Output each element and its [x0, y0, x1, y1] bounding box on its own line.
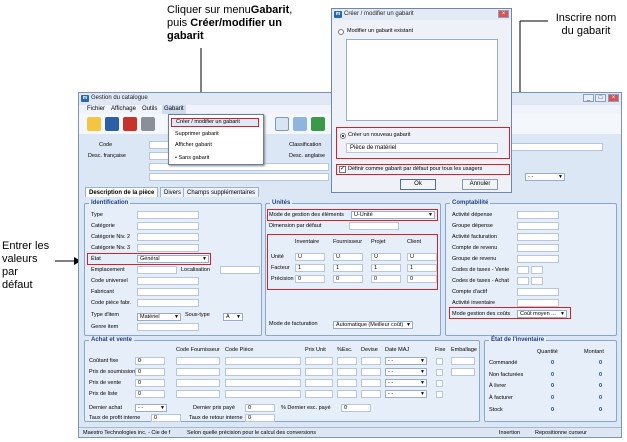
inv-livrer-qty: 0 — [551, 383, 555, 389]
modify-label: Modifier un gabarit existant — [347, 28, 414, 34]
precision-projet[interactable]: 0 — [371, 275, 401, 283]
prix-vente-label: Prix de vente — [89, 380, 122, 386]
activite-inventaire-label: Activité inventaire — [452, 300, 496, 306]
row3-esc[interactable] — [337, 379, 357, 387]
inv-livrer-label: À livrer — [489, 383, 507, 389]
row2-esc[interactable] — [337, 368, 357, 376]
desc-fr-input-3[interactable] — [149, 173, 329, 181]
status-company: Maestro Technologies inc. - Cie de f — [83, 430, 171, 436]
row4-devise[interactable] — [361, 390, 381, 398]
taux-profit-input[interactable]: 0 — [151, 414, 181, 422]
menu-affichage[interactable]: Affichage — [111, 106, 136, 112]
row4-fixe-checkbox[interactable] — [436, 391, 443, 398]
row1-date[interactable]: - - ▼ — [385, 357, 427, 365]
taxes-achat-input-2[interactable] — [531, 277, 543, 285]
activite-depense-label: Activité dépense — [452, 212, 493, 218]
existing-templates-list[interactable] — [346, 39, 498, 121]
type-label: Type — [91, 212, 103, 218]
default-checkbox[interactable]: ✓ — [340, 166, 346, 172]
row1-prix-unit[interactable] — [305, 357, 333, 365]
row4-code-piece[interactable] — [225, 390, 301, 398]
taxes-achat-label: Codes de taxes - Achat — [452, 278, 509, 284]
row2-devise[interactable] — [361, 368, 381, 376]
inventaire-title: État de l'inventaire — [491, 337, 545, 343]
taxes-vente-input-1[interactable] — [517, 266, 529, 274]
mode-couts-select[interactable]: Coût moyen ... ▼ — [517, 310, 567, 318]
inv-facturer-qty: 0 — [551, 395, 555, 401]
fabricant-label: Fabricant — [91, 289, 114, 295]
classification-label: Classification — [289, 142, 322, 148]
col-inventaire: Inventaire — [295, 239, 320, 245]
facteur-projet[interactable]: 1 — [371, 264, 401, 272]
facteur-client[interactable]: 1 — [407, 264, 437, 272]
compte-revenu-label: Compte de revenu — [452, 245, 498, 251]
row3-prix-unit[interactable] — [305, 379, 333, 387]
unites-mode-select[interactable]: U-Unité ▼ — [351, 211, 435, 219]
type-item-label: Type d'item — [91, 312, 119, 318]
col-fournisseur: Fournisseur — [333, 239, 363, 245]
facteur-fournisseur[interactable]: 1 — [333, 264, 363, 272]
emplacement-input[interactable] — [137, 266, 177, 274]
taux-retour-input[interactable]: 0 — [245, 414, 275, 422]
activite-inventaire-input[interactable] — [517, 299, 559, 307]
desc-en-label: Desc. anglaise — [289, 153, 326, 159]
dimension-label: Dimension par défaut — [269, 223, 322, 229]
fabricant-input[interactable] — [137, 288, 199, 296]
create-label: Créer un nouveau gabarit — [348, 132, 411, 138]
coutant-fixe-label: Coûtant fixe — [89, 358, 119, 364]
groupe-depense-input[interactable] — [517, 222, 559, 230]
header-select[interactable]: - - ▼ — [525, 173, 565, 181]
taxes-vente-label: Codes de taxes - Vente — [452, 267, 510, 273]
status-insertion: Insertion — [499, 430, 521, 436]
new-icon[interactable] — [87, 117, 101, 131]
gabarit-menu — [168, 114, 264, 165]
tab-champs[interactable]: Champs supplémentaires — [183, 187, 259, 197]
hdr-date-maj: Date MAJ — [385, 347, 410, 353]
hdr-esc: %Esc. — [337, 347, 353, 353]
taxes-vente-input-2[interactable] — [531, 266, 543, 274]
achat-vente-title: Achat et vente — [91, 337, 133, 343]
row1-fixe-checkbox[interactable] — [436, 358, 443, 365]
row4-code-fournisseur[interactable] — [176, 390, 220, 398]
close-button[interactable]: × — [608, 94, 619, 102]
menu-item-creer-modifier[interactable]: Créer / modifier un gabarit — [171, 118, 259, 127]
row2-code-fournisseur[interactable] — [176, 368, 220, 376]
compte-actif-input[interactable] — [517, 288, 559, 296]
row1-emballage[interactable] — [451, 357, 475, 365]
code-universel-label: Code universel — [91, 278, 128, 284]
code-label: Code — [99, 142, 113, 148]
genre-item-label: Genre item — [91, 324, 119, 330]
gabarit-dialog — [331, 8, 512, 193]
dialog-close-button[interactable]: × — [498, 10, 509, 18]
emplacement-label: Emplacement — [91, 267, 125, 273]
row3-fixe-checkbox[interactable] — [436, 380, 443, 387]
mode-couts-highlight — [449, 307, 571, 319]
classification-input[interactable] — [509, 143, 603, 151]
row2-date[interactable]: - - ▼ — [385, 368, 427, 376]
categorie3-input[interactable] — [137, 244, 199, 252]
precision-inventaire[interactable]: 0 — [295, 275, 325, 283]
activite-facturation-input[interactable] — [517, 233, 559, 241]
dernier-achat-label: Dernier achat — [89, 405, 123, 411]
precision-fournisseur[interactable]: 0 — [333, 275, 363, 283]
tab-description[interactable]: Description de la pièce — [85, 187, 158, 197]
delete-icon[interactable] — [123, 117, 137, 131]
prix-vente-input[interactable]: 0 — [135, 379, 165, 387]
unites-mode-highlight — [267, 209, 438, 221]
sous-type-label: Sous-type — [185, 312, 210, 318]
annotation-defaults: Entrer les valeurs par défaut — [2, 240, 50, 291]
activite-depense-input[interactable] — [517, 211, 559, 219]
categorie-input[interactable] — [137, 222, 199, 230]
inv-stock-label: Stock — [489, 407, 503, 413]
default-checkbox-label: Définir comme gabarit par défaut pour tous les usagers — [348, 166, 483, 172]
facturation-select[interactable]: Automatique (Meilleur coût) ▼ — [333, 321, 413, 329]
dialog-title: Créer / modifier un gabarit — [344, 11, 414, 17]
col-client: Client — [407, 239, 422, 245]
menu-gabarit[interactable]: Gabarit — [164, 106, 184, 112]
row3-devise[interactable] — [361, 379, 381, 387]
col-projet: Projet — [371, 239, 386, 245]
row4-esc[interactable] — [337, 390, 357, 398]
code-piece-fabr-input[interactable] — [137, 299, 199, 307]
unite-client[interactable]: U — [407, 253, 437, 261]
etat-highlight — [87, 253, 211, 265]
dernier-prix-label: Dernier prix payé — [193, 405, 235, 411]
print-icon[interactable] — [141, 117, 155, 131]
desc-fr-label: Desc. française — [88, 153, 126, 159]
compte-actif-label: Compte d'actif — [452, 289, 487, 295]
taxes-achat-input-1[interactable] — [517, 277, 529, 285]
menu-item-sans-gabarit[interactable]: • Sans gabarit — [175, 155, 210, 161]
groupe-revenu-input[interactable] — [517, 255, 559, 263]
row1-devise[interactable] — [361, 357, 381, 365]
compte-revenu-input[interactable] — [517, 244, 559, 252]
groupe-revenu-label: Groupe de revenu — [452, 256, 497, 262]
localisation-label: Localisation — [181, 267, 211, 273]
hdr-emballage: Emballage — [451, 347, 477, 353]
inv-nonfact-amt: 0 — [599, 372, 603, 378]
row2-emballage[interactable] — [451, 368, 475, 376]
inv-facturer-label: À facturer — [489, 395, 513, 401]
categorie2-label: Catégorie Niv. 2 — [91, 234, 131, 240]
facteur-inventaire[interactable]: 1 — [295, 264, 325, 272]
inv-commande-qty: 0 — [551, 360, 555, 366]
coutant-fixe-input[interactable]: 0 — [135, 357, 165, 365]
save-icon[interactable] — [105, 117, 119, 131]
row3-date[interactable]: - - ▼ — [385, 379, 427, 387]
hdr-code-piece: Code Pièce — [225, 347, 254, 353]
menu-item-supprimer[interactable]: Supprimer gabarit — [175, 131, 219, 137]
status-message: Selon quelle précision pour le calcul des conversions — [187, 430, 317, 436]
status-reposition: Repositionne curseur — [535, 430, 587, 436]
facteur-row-label: Facteur — [271, 265, 290, 271]
categorie-label: Catégorie — [91, 223, 115, 229]
row1-esc[interactable] — [337, 357, 357, 365]
annotation-name: Inscrire nom du gabarit — [555, 12, 617, 37]
status-bar — [79, 427, 621, 437]
inv-stock-qty: 0 — [551, 407, 555, 413]
etat-label: État — [91, 256, 101, 262]
tab-divers[interactable]: Divers — [160, 187, 185, 197]
prix-soumission-label: Prix de soumission — [89, 369, 136, 375]
localisation-input[interactable] — [220, 266, 260, 274]
modify-radio[interactable] — [338, 29, 344, 35]
groupe-depense-label: Groupe dépense — [452, 223, 493, 229]
taux-retour-label: Taux de retour interne — [189, 415, 243, 421]
row1-code-piece[interactable] — [225, 357, 301, 365]
type-input[interactable] — [137, 211, 199, 219]
ok-button[interactable]: Ok — [400, 179, 436, 190]
inv-stock-amt: 0 — [599, 407, 603, 413]
menu-item-afficher[interactable]: Afficher gabarit — [175, 142, 212, 148]
inv-hdr-quantite: Quantité — [537, 349, 558, 355]
inv-hdr-montant: Montant — [584, 349, 604, 355]
row1-code-fournisseur[interactable] — [176, 357, 220, 365]
unite-row-label: Unité — [271, 254, 284, 260]
prix-liste-label: Prix de liste — [89, 391, 118, 397]
annotation-menu: Cliquer sur menuGabarit, puis Créer/modifier un gabarit — [167, 4, 293, 42]
prix-liste-input[interactable]: 0 — [135, 390, 165, 398]
hdr-devise: Devise — [361, 347, 378, 353]
menu-outils[interactable]: Outils — [142, 106, 158, 112]
dernier-prix-input[interactable]: 0 — [245, 404, 275, 412]
code-universel-input[interactable] — [137, 277, 199, 285]
dernier-achat-select[interactable]: - - ▼ — [135, 404, 167, 412]
row4-date[interactable]: - - ▼ — [385, 390, 427, 398]
inv-nonfact-qty: 0 — [551, 372, 555, 378]
unite-projet[interactable]: U — [371, 253, 401, 261]
row4-prix-unit[interactable] — [305, 390, 333, 398]
create-radio[interactable] — [340, 133, 346, 139]
export-icon[interactable] — [293, 117, 307, 131]
dernier-esc-input[interactable]: 0 — [341, 404, 371, 412]
prix-soumission-input[interactable]: 0 — [135, 368, 165, 376]
dialog-icon: m — [335, 11, 341, 17]
hdr-prix-unit: Prix Unit — [305, 347, 326, 353]
row3-code-fournisseur[interactable] — [176, 379, 220, 387]
precision-client[interactable]: 0 — [407, 275, 437, 283]
row2-fixe-checkbox[interactable] — [436, 369, 443, 376]
sous-type-select[interactable]: A ▼ — [223, 313, 243, 321]
refresh-icon[interactable] — [311, 117, 325, 131]
categorie2-input[interactable] — [137, 233, 199, 241]
row2-code-piece[interactable] — [225, 368, 301, 376]
checklist-icon[interactable] — [275, 117, 289, 131]
dimension-input[interactable] — [349, 222, 399, 230]
dernier-esc-label: % Dernier esc. payé — [281, 405, 331, 411]
row3-code-piece[interactable] — [225, 379, 301, 387]
categorie3-label: Catégorie Niv. 3 — [91, 245, 131, 251]
maximize-button[interactable]: □ — [595, 94, 606, 102]
hdr-fixe: Fixe — [435, 347, 446, 353]
code-piece-fabr-label: Code pièce fabr. — [91, 300, 132, 306]
precision-row-label: Précision — [271, 276, 294, 282]
mode-couts-label: Mode gestion des coûts — [452, 311, 511, 317]
template-name-input[interactable]: Pièce de matériel — [346, 143, 498, 153]
activite-facturation-label: Activité facturation — [452, 234, 497, 240]
hdr-code-fournisseur: Code Fournisseur — [176, 347, 220, 353]
inv-livrer-amt: 0 — [599, 383, 603, 389]
unites-title: Unités — [272, 200, 291, 206]
unite-fournisseur[interactable]: U — [333, 253, 363, 261]
row2-prix-unit[interactable] — [305, 368, 333, 376]
inv-commande-label: Commandé — [489, 360, 518, 366]
taux-profit-label: Taux de profit interne — [89, 415, 141, 421]
unite-inventaire[interactable]: U — [295, 253, 325, 261]
minimize-button[interactable]: _ — [583, 94, 594, 102]
unites-mode-label: Mode de gestion des éléments — [269, 212, 344, 218]
identification-title: Identification — [91, 200, 129, 206]
type-item-select[interactable]: Matériel ▼ — [137, 313, 181, 321]
inv-nonfact-label: Non facturées — [489, 372, 524, 378]
facturation-label: Mode de facturation — [269, 321, 318, 327]
inv-commande-amt: 0 — [599, 360, 603, 366]
dialog-titlebar — [332, 9, 511, 20]
menu-fichier[interactable]: Fichier — [87, 106, 106, 112]
inv-facturer-amt: 0 — [599, 395, 603, 401]
cancel-button[interactable]: Annuler — [462, 179, 498, 190]
etat-select[interactable]: Général ▼ — [137, 255, 209, 263]
app-icon: m — [82, 95, 88, 101]
window-title: Gestion du catalogue — [91, 95, 148, 101]
genre-item-input[interactable] — [137, 323, 199, 331]
comptabilite-title: Comptabilité — [452, 200, 489, 206]
